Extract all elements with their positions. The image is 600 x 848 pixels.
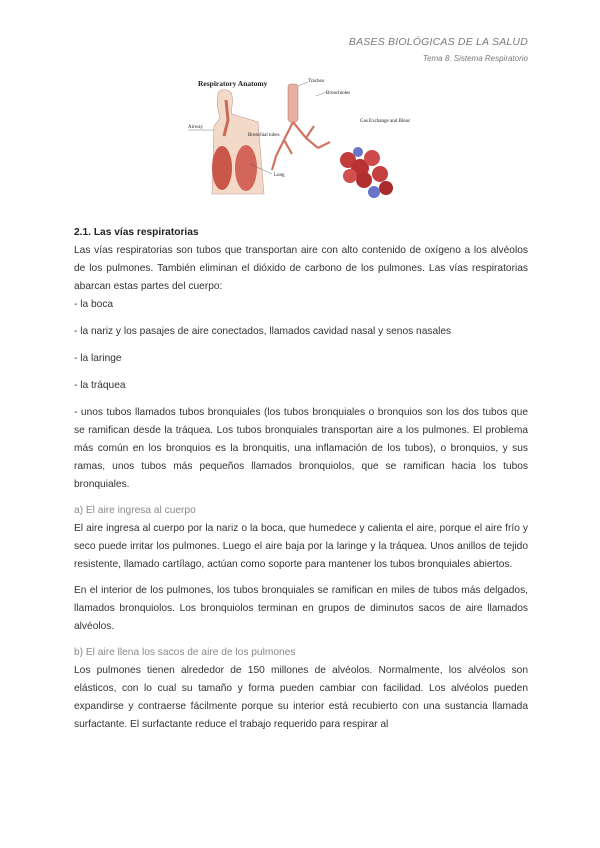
figure-title: Respiratory Anatomy — [198, 79, 268, 88]
label-lung: Lung — [274, 173, 285, 178]
list-item: - la laringe — [74, 353, 122, 364]
header-title: BASES BIOLÓGICAS DE LA SALUD — [348, 36, 528, 48]
subheading-b: b) El aire llena los sacos de aire de los pulmones — [74, 647, 296, 658]
document-body — [74, 224, 528, 734]
list-item: - la tráquea — [74, 380, 126, 391]
section-intro: Las vías respiratorias son tubos que transportan aire con alto contenido de oxígeno a los alvéolos de los pulmones. También eliminan el dióxido de carbono de los pulmones. Las vías respiratorias abarcan estas partes del cuerpo: — [74, 245, 528, 292]
paragraph-b1: Los pulmones tienen alrededor de 150 millones de alvéolos. Normalmente, los alvéolos son elásticos, con lo cual su tamaño y forma pueden cambiar con facilidad. Los alvéolos pueden expandirse y contraerse fácilmente porque su interior está recubierto con una sustancia llamada surfactante. El surfactante reduce el trabajo requerido para respirar al — [74, 665, 528, 730]
trachea-shape — [288, 84, 298, 122]
label-trachea: Trachea — [308, 79, 324, 84]
list-item: - la nariz y los pasajes de aire conectados, llamados cavidad nasal y senos nasales — [74, 326, 452, 337]
subheading-a: a) El aire ingresa al cuerpo — [74, 505, 196, 516]
section-title: 2.1. Las vías respiratorias — [74, 227, 199, 238]
page-header — [349, 36, 528, 63]
label-bronchial-tubes: Bronchial tubes — [248, 133, 280, 138]
label-airway: Airway — [188, 125, 203, 130]
header-subtitle: Tema 8. Sistema Respiratorio — [422, 54, 528, 63]
label-gas-exchange: Gas Exchange and Blood — [360, 119, 410, 124]
paragraph-a2: En el interior de los pulmones, los tubos bronquiales se ramifican en miles de tubos más delgados, llamados bronquiolos. Los bronquiolos terminan en grupos de diminutos sacos de aire llamados alvéolos. — [74, 585, 528, 632]
label-bronchioles: Bronchioles — [326, 91, 351, 96]
right-lung-shape — [235, 145, 257, 191]
anatomy-illustration — [188, 74, 410, 216]
paragraph-a1: El aire ingresa al cuerpo por la nariz o la boca, que humedece y calienta el aire, porque el aire frío y seco puede irritar los pulmones. Luego el aire baja por la laringe y la tráquea. Unos anillos de tejido resistente, llamado cartílago, actúan como soporte para mantener los tubos bronquiales abiertos. — [74, 523, 528, 570]
left-lung-shape — [212, 146, 232, 190]
list-item: - la boca — [74, 299, 114, 310]
respiratory-anatomy-figure — [188, 74, 410, 216]
bronchi-paragraph: - unos tubos llamados tubos bronquiales (los tubos bronquiales o bronquios son los dos tubos que se ramifican desde la tráquea. Los tubos bronquiales transportan aire a los pulmones. El problema más común en los bronquios es la bronquitis, una inflamación de los tubos), o bronquios, y sus ramas, unos tubos más pequeños llamados bronquiolos, que se ramifican hacia los tubos bronquiales. — [74, 407, 528, 490]
